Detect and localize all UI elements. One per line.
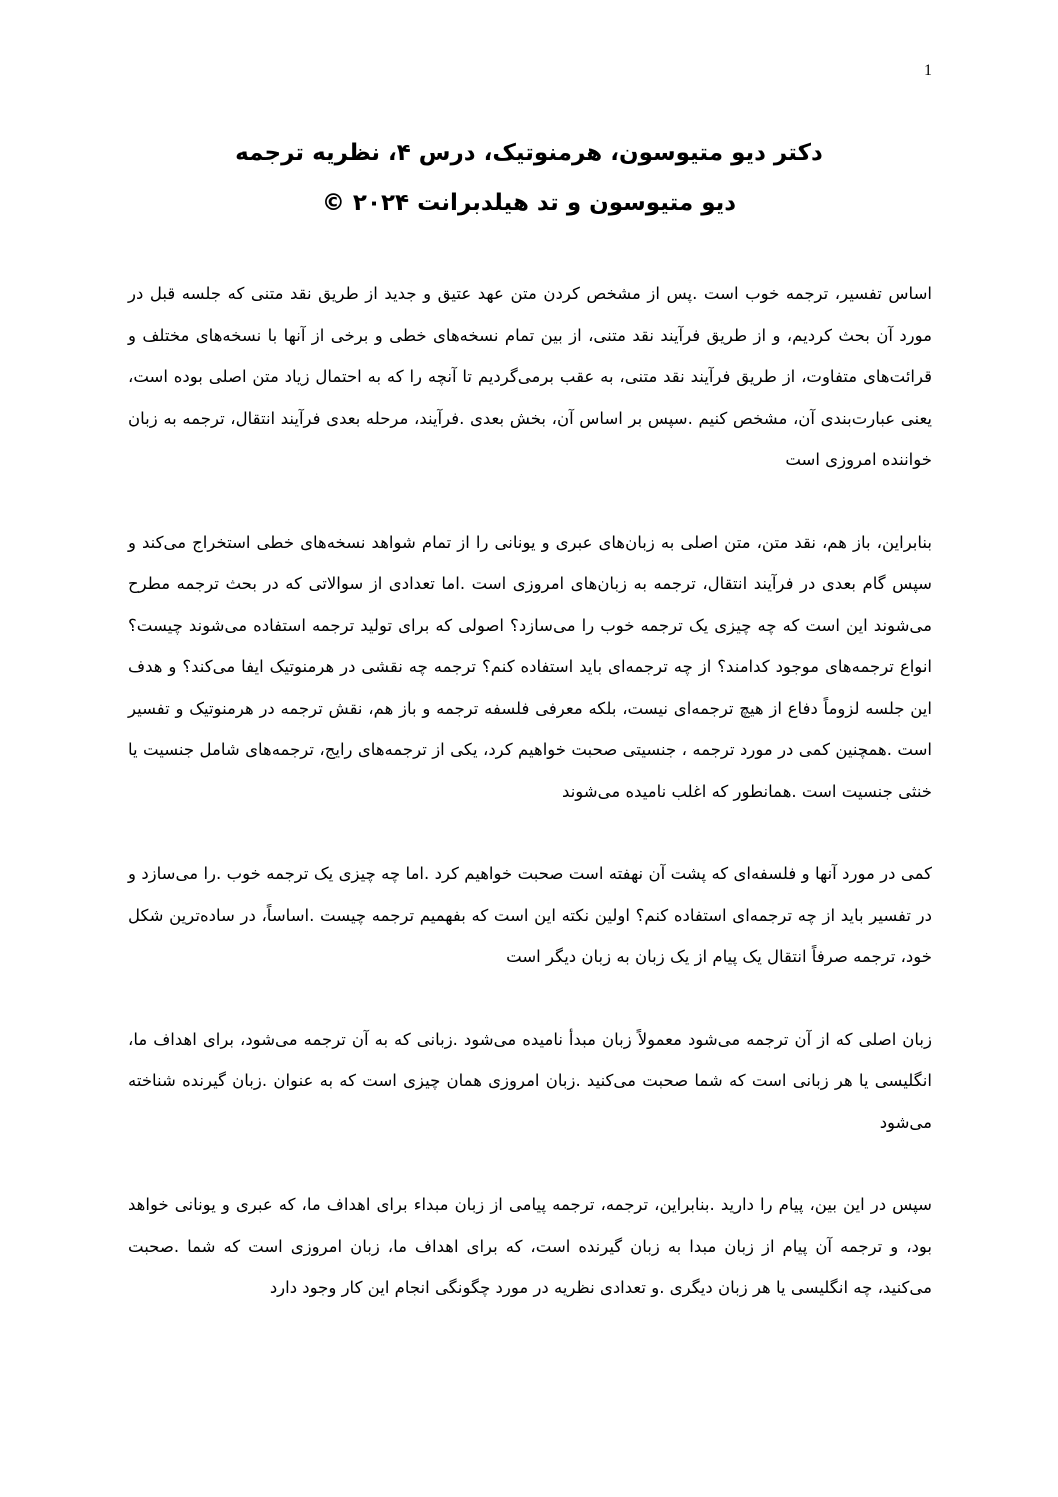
paragraph: سپس در این بین، پیام را دارید .بنابراین، ترجمه، ترجمه پیامی از زبان مبداء برای اهداف ما، که عبری و یونانی خواهد بود، و ترجمه آن پیام از زبان مبدا به زبان گیرنده است، که برای اهداف ما، زبان امروزی است که شما .صحبت می‌کنید، چه انگلیسی یا هر زبان دیگری .و تعدادی نظریه در مورد چگونگی انجام این کار وجود دارد [128, 1195, 932, 1297]
paragraph: کمی در مورد آنها و فلسفه‌ای که پشت آن نهفته است صحبت خواهیم کرد .اما چه چیزی یک ترجمه خوب .را می‌سازد و در تفسیر باید از چه ترجمه‌ای استفاده کنم؟ اولین نکته این است که بفهمیم ترجمه چیست .اساساً، در ساده‌ترین شکل خود، ترجمه صرفاً انتقال یک پیام از یک زبان به زبان دیگر است [128, 864, 932, 966]
paragraph: زبان اصلی که از آن ترجمه می‌شود معمولاً زبان مبدأ نامیده می‌شود .زبانی که به آن ترجمه می‌شود، برای اهداف ما، انگلیسی یا هر زبانی است که شما صحبت می‌کنید .زبان امروزی همان چیزی است که به عنوان .زبان گیرنده شناخته می‌شود [128, 1029, 932, 1132]
title-block [60, 128, 998, 228]
document-title: دکتر دیو متیوسون، هرمنوتیک، درس ۴، نظریه ترجمه [235, 140, 823, 166]
document-body [128, 273, 932, 1350]
document-copyright: دیو متیوسون و تد هیلدبرانت ۲۰۲۴ © [321, 190, 737, 216]
paragraph: بنابراین، باز هم، نقد متن، متن اصلی به زبان‌های عبری و یونانی را از تمام شواهد نسخه‌های خطی استخراج می‌کند و سپس گام بعدی در فرآیند انتقال، ترجمه به زبان‌های امروزی است .اما تعدادی از سوالاتی که در بحث ترجمه مطرح می‌شوند این است که چه چیزی یک ترجمه خوب را می‌سازد؟ اصولی که برای تولید ترجمه استفاده می‌شوند چیست؟ انواع ترجمه‌های موجود کدامند؟ از چه ترجمه‌ای باید استفاده کنم؟ ترجمه چه نقشی در هرمنوتیک ایفا می‌کند؟ و هدف این جلسه لزوماً دفاع از هیچ ترجمه‌ای نیست، بلکه معرفی فلسفه ترجمه و باز هم، نقش ترجمه در هرمنوتیک و تفسیر است .همچنین کمی در مورد ترجمه ، جنسیتی صحبت خواهیم کرد، یکی از ترجمه‌های رایج، ترجمه‌های شامل جنسیت یا خنثی جنسیت است .همانطور که اغلب نامیده می‌شوند [128, 532, 932, 801]
paragraph: اساس تفسیر، ترجمه خوب است .پس از مشخص کردن متن عهد عتیق و جدید از طریق نقد متنی که جلسه قبل در مورد آن بحث کردیم، و از طریق فرآیند نقد متنی، از بین تمام نسخه‌های خطی و برخی از آنها با نسخه‌های مختلف و قرائت‌های متفاوت، از طریق فرآیند نقد متنی، به عقب برمی‌گردیم تا آنچه را که به احتمال زیاد متن اصلی بوده است، یعنی عبارت‌بندی آن، مشخص کنیم .سپس بر اساس آن، بخش بعدی .فرآیند، مرحله بعدی فرآیند انتقال، ترجمه به زبان خواننده امروزی است [128, 284, 932, 469]
page-number: 1 [924, 62, 932, 79]
